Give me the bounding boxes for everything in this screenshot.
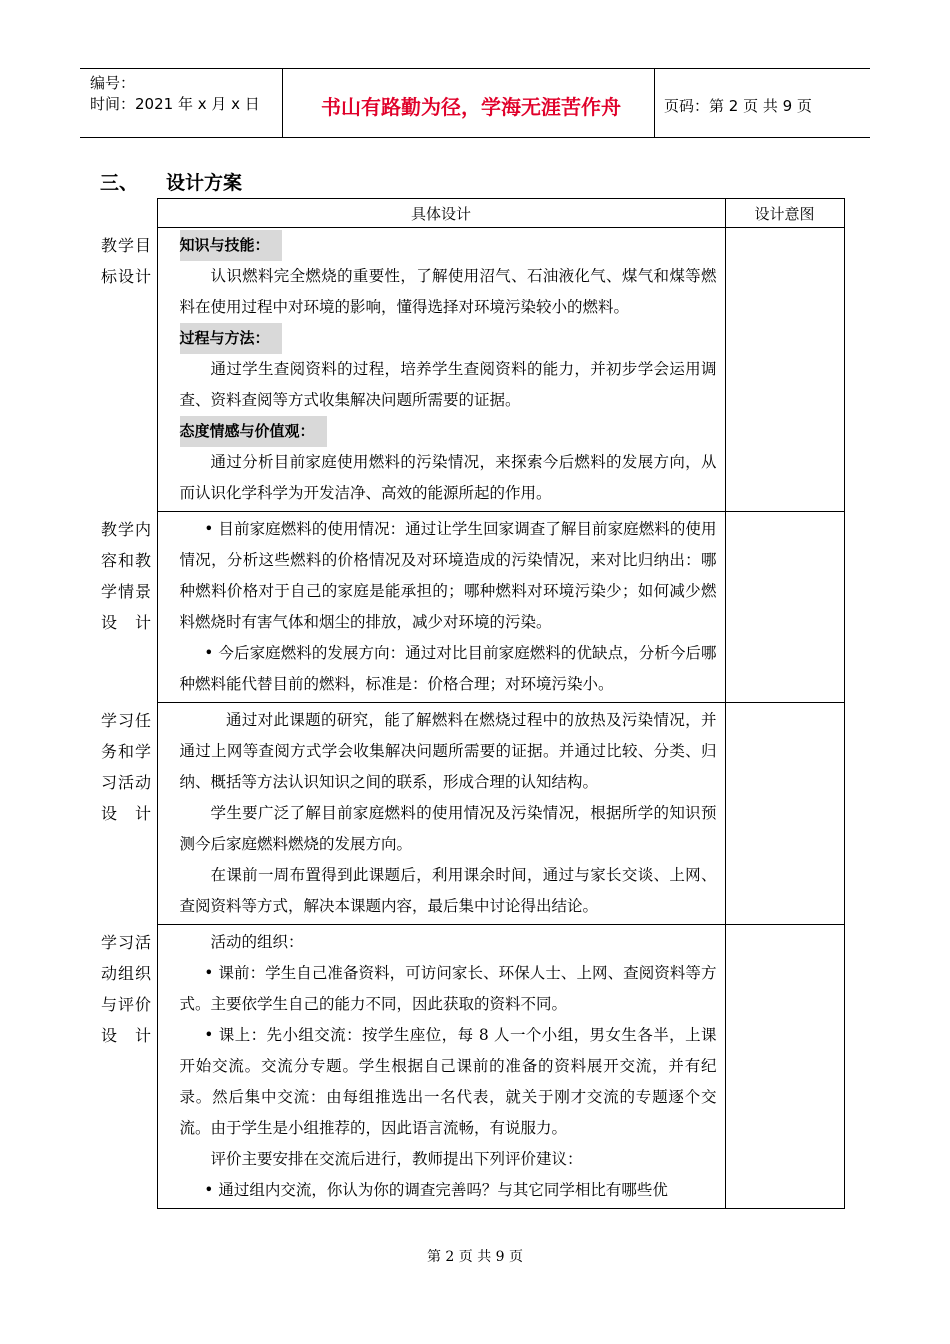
paragraph: 在课前一周布置得到此课题后，利用课余时间，通过与家长交谈、上网、查阅资料等方式，解决本课题内容，最后集中讨论得出结论。 — [179, 866, 717, 915]
header-page-number: 页码：第 2 页 共 9 页 — [664, 97, 812, 115]
design-table — [97, 198, 845, 1209]
paragraph: • 今后家庭燃料的发展方向：通过对比目前家庭燃料的优缺点，分析今后哪种燃料能代替目前的燃料，标准是：价格合理；对环境污染小。 — [179, 644, 717, 693]
paragraph: • 通过组内交流，你认为你的调查完善吗？与其它同学相比有哪些优 — [204, 1181, 668, 1199]
paragraph: • 课前：学生自己准备资料，可访问家长、环保人士、上网、查阅资料等方式。主要依学生自己的能力不同，因此获取的资料不同。 — [179, 964, 717, 1013]
paragraph: 通过学生查阅资料的过程，培养学生查阅资料的能力，并初步学会运用调查、资料查阅等方式收集解决问题所需要的证据。 — [179, 360, 717, 409]
row-label: 教学内容和教学情景设计 — [101, 519, 151, 632]
subheading — [180, 323, 282, 354]
design-cell — [157, 703, 725, 925]
design-cell — [157, 228, 725, 512]
header-motto: 书山有路勤为径，学海无涯苦作舟 — [321, 95, 621, 119]
row-label-cell — [97, 512, 157, 703]
subheading — [180, 230, 282, 261]
design-cell — [157, 512, 725, 703]
intent-cell — [725, 925, 844, 1209]
table-corner — [97, 199, 157, 228]
row-label: 学习任务和学习活动设计 — [101, 710, 151, 823]
date-label: 时间：2021 年 x 月 x 日 — [90, 95, 260, 113]
section-heading — [100, 168, 243, 195]
serial-label: 编号： — [90, 74, 136, 92]
paragraph: 评价主要安排在交流后进行，教师提出下列评价建议： — [210, 1150, 583, 1168]
paragraph: • 课上：先小组交流：按学生座位，每 8 人一个小组，男女生各半，上课开始交流。交流分专题。学生根据自己课前的准备的资料展开交流，并有纪录。然后集中交流：由每组推选出一名代表，就关于刚才交流的专题逐个交流。由于学生是小组推荐的，因此语言流畅，有说服力。 — [179, 1026, 717, 1137]
header-divider — [654, 69, 655, 137]
row-label-cell — [97, 703, 157, 925]
subheading — [180, 416, 327, 447]
paragraph: 学生要广泛了解目前家庭燃料的使用情况及污染情况，根据所学的知识预测今后家庭燃料燃烧的发展方向。 — [179, 804, 717, 853]
table-row — [97, 925, 844, 1209]
row-label: 教学目标设计 — [101, 235, 151, 286]
subheading-text: 态度情感与价值观： — [180, 416, 321, 447]
row-label-cell — [97, 228, 157, 512]
table-row — [97, 512, 844, 703]
intent-cell — [725, 512, 844, 703]
paragraph: 通过分析目前家庭使用燃料的污染情况，来探索今后燃料的发展方向，从而认识化学科学为开发洁净、高效的能源所起的作用。 — [179, 453, 717, 502]
section-number: 三、 — [100, 172, 139, 194]
page-header — [80, 68, 870, 138]
table-row — [97, 703, 844, 925]
row-label: 学习活动组织与评价设计 — [101, 932, 151, 1045]
col-header-intent: 设计意图 — [725, 199, 844, 228]
page-footer: 第 2 页 共 9 页 — [426, 1249, 524, 1265]
col-header-design: 具体设计 — [157, 199, 725, 228]
paragraph: 通过对此课题的研究，能了解燃料在燃烧过程中的放热及污染情况，并通过上网等查阅方式学会收集解决问题所需要的证据。并通过比较、分类、归纳、概括等方法认识知识之间的联系，形成合理的认知结构。 — [179, 711, 717, 791]
table-row — [97, 228, 844, 512]
header-divider — [282, 69, 283, 137]
paragraph: 认识燃料完全燃烧的重要性，了解使用沼气、石油液化气、煤气和煤等燃料在使用过程中对环境的影响，懂得选择对环境污染较小的燃料。 — [179, 267, 717, 316]
section-title: 设计方案 — [166, 172, 243, 194]
subheading-text: 过程与方法： — [180, 323, 276, 354]
row-label-cell — [97, 925, 157, 1209]
paragraph: • 目前家庭燃料的使用情况：通过让学生回家调查了解目前家庭燃料的使用情况，分析这些燃料的价格情况及对环境造成的污染情况，来对比归纳出：哪种燃料价格对于自己的家庭是能承担的；哪种燃料对环境污染少；如何减少燃料燃烧时有害气体和烟尘的排放，减少对环境的污染。 — [179, 520, 717, 631]
subheading-text: 知识与技能： — [180, 230, 276, 261]
intent-cell — [725, 703, 844, 925]
design-cell — [157, 925, 725, 1209]
intent-cell — [725, 228, 844, 512]
header-meta — [90, 73, 260, 115]
paragraph: 活动的组织： — [210, 933, 304, 951]
